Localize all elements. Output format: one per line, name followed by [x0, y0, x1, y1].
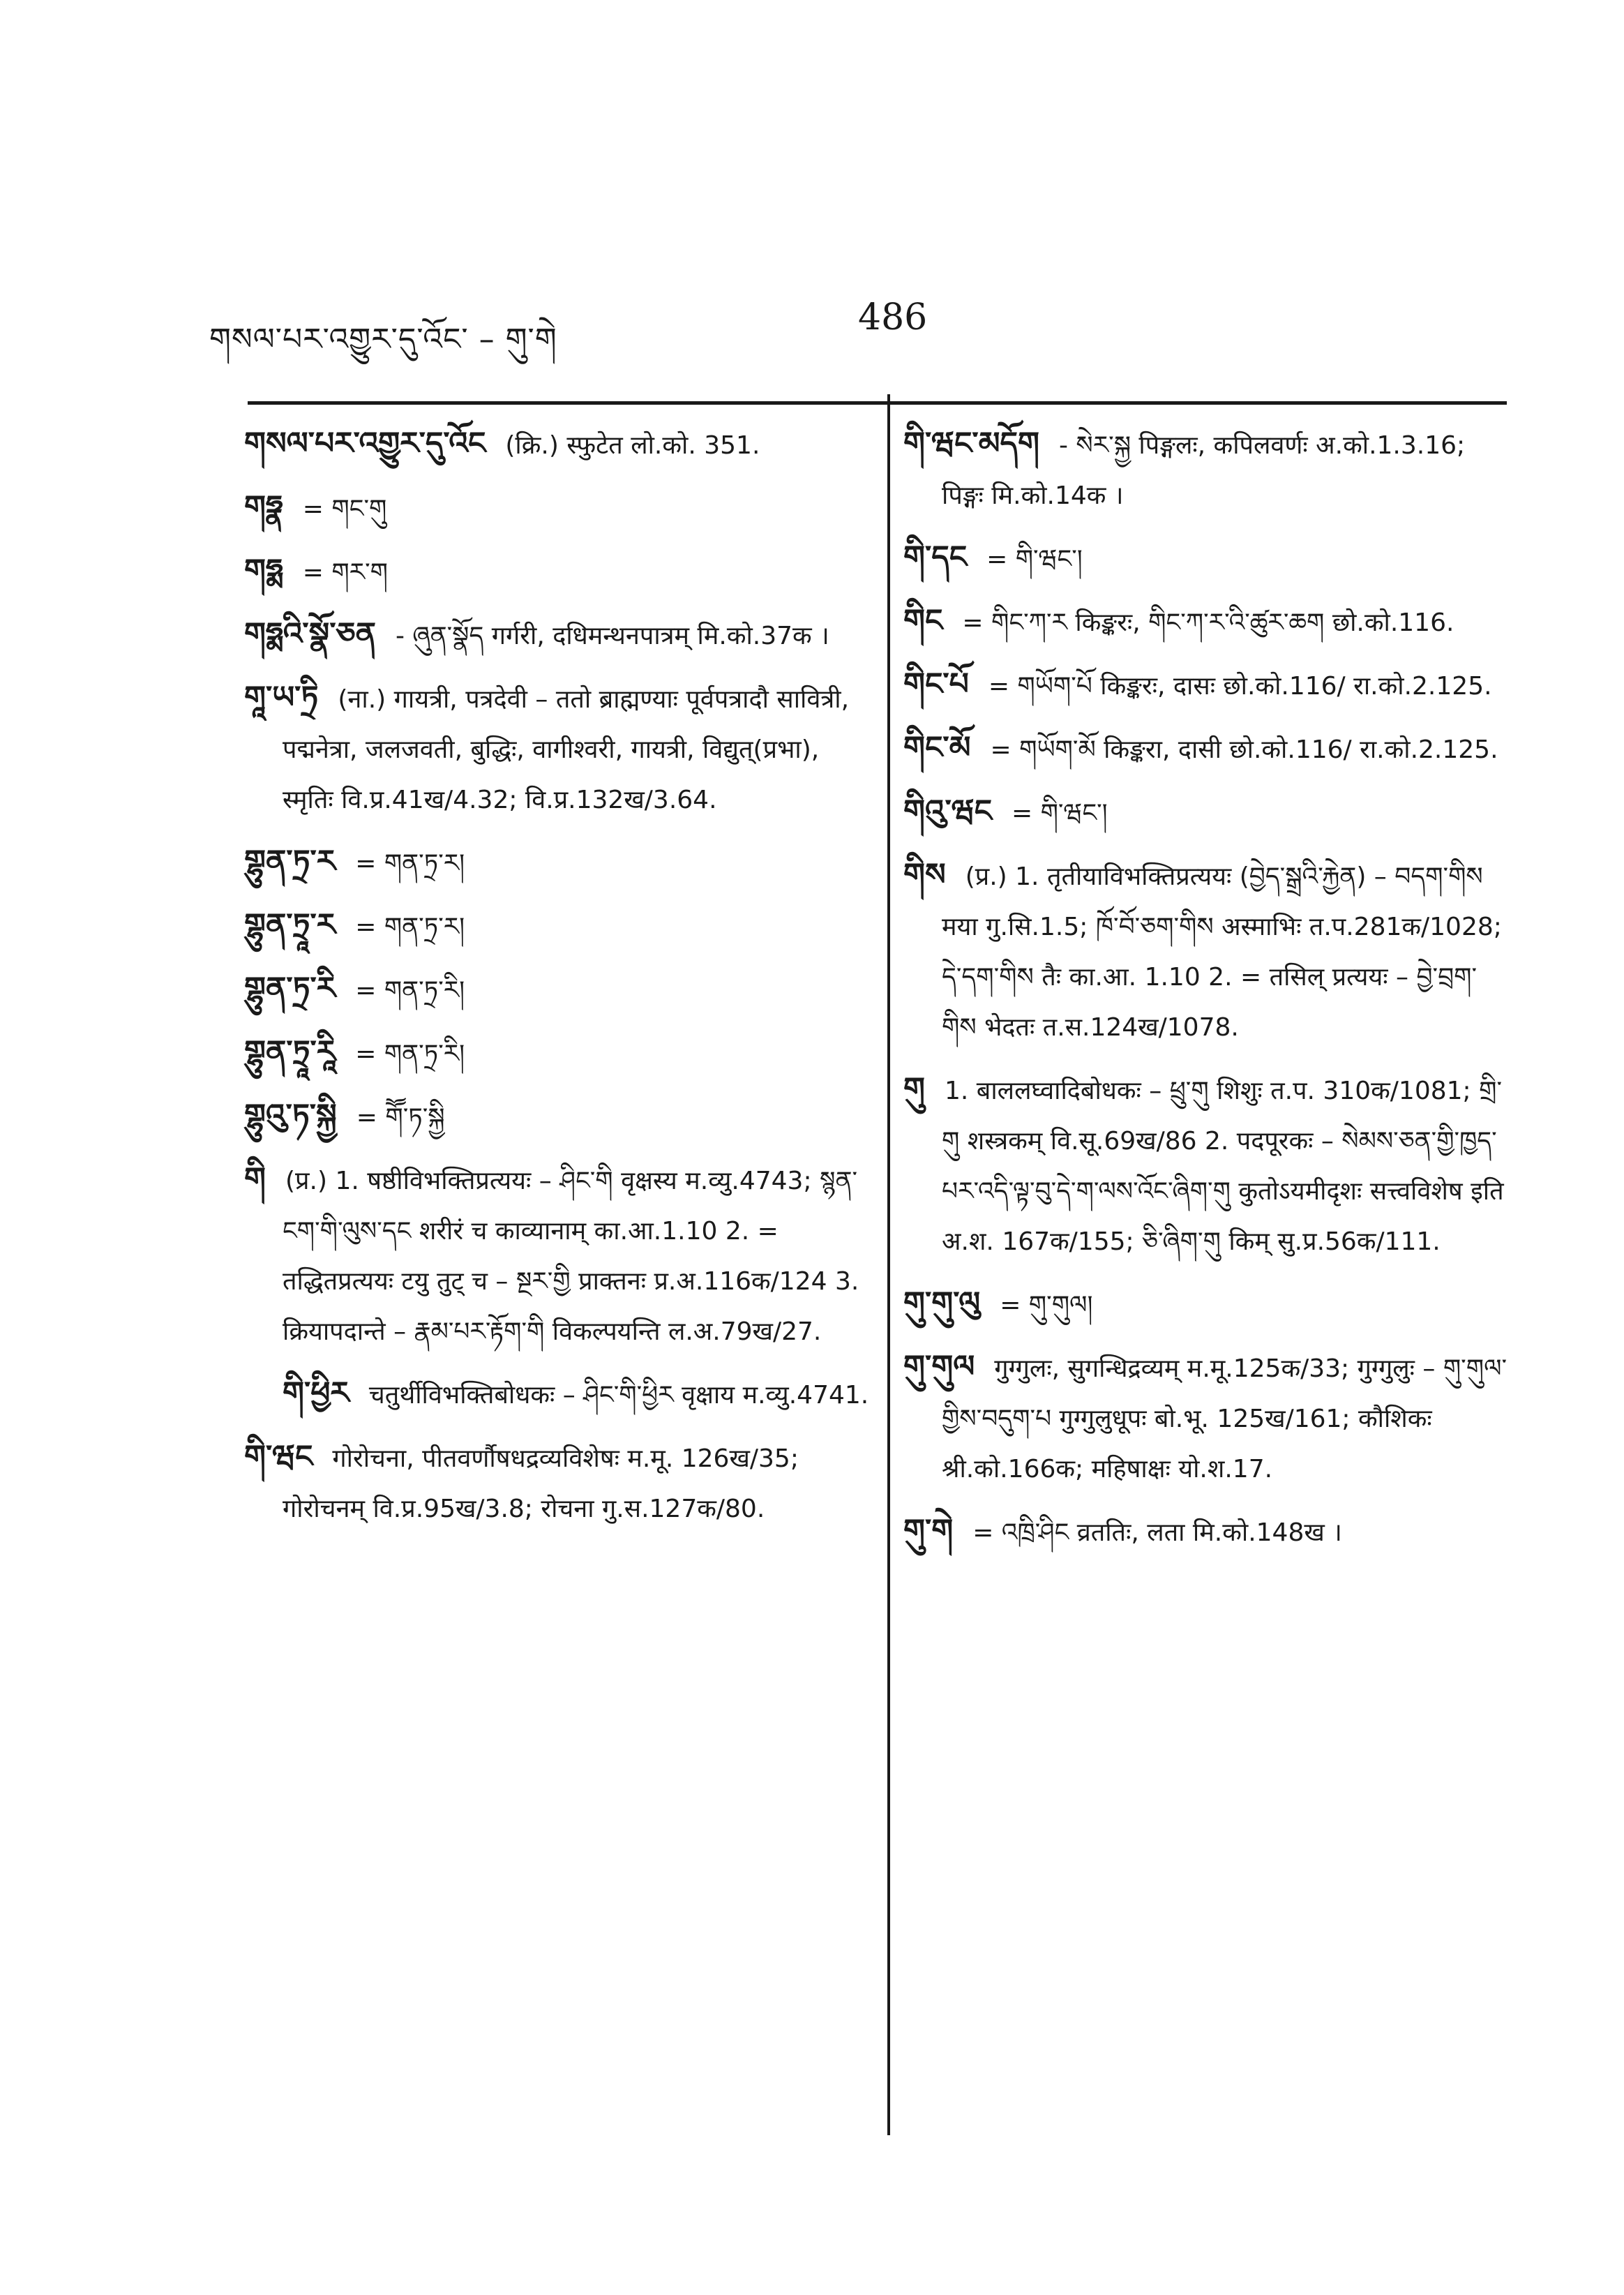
- entry-headword: གཱ་ཡ་ཏྲི: [244, 680, 319, 715]
- dictionary-entry: [903, 786, 1510, 839]
- entry-definition: गुग्गुलः, सुगन्धिद्रव्यम् म.मू.125क/33; गुग्गुलुः – གུ་གུལ་གྱིས་བདུག་པ गुग्गुलुधूपः बो.भू. 125ख/161; कौशिकः श्री.को.166क; महिषाक्षः यो.श.17.: [942, 1354, 1508, 1483]
- dictionary-entry: [244, 1432, 872, 1534]
- left-column: [244, 419, 872, 1546]
- entry-definition: = གན་ཏྲ་ར།: [355, 849, 465, 878]
- entry-headword: གྷུན་ཏྲ་རི: [244, 971, 336, 1006]
- running-head: གསལ་པར་འགྱུར་དུ་འོང་ – གུ་གེ: [209, 322, 557, 357]
- page-header: [209, 297, 1505, 357]
- entry-definition: = གང་གུ: [302, 495, 387, 523]
- entry-definition: = འཁྲི་ཤིང व्रततिः, लता मि.को.148ख ।: [972, 1518, 1342, 1547]
- dictionary-entry: [244, 1154, 872, 1357]
- dictionary-entry: [903, 532, 1510, 585]
- entry-headword: གིང་པོ: [903, 666, 969, 702]
- dictionary-entry: [903, 723, 1510, 775]
- entry-definition: - སེར་སྐྱ पिङ्गलः, कपिलवर्णः अ.को.1.3.16; पिङ्गः मि.को.14क ।: [942, 431, 1466, 510]
- entry-headword: གཧྨ: [244, 553, 283, 588]
- dictionary-entry: [244, 546, 872, 598]
- right-column: [903, 419, 1510, 1569]
- dictionary-entry: [244, 837, 872, 889]
- dictionary-entry: [244, 900, 872, 952]
- dictionary-entry: [244, 964, 872, 1016]
- dictionary-entry: [903, 850, 1510, 1053]
- dictionary-entry: [244, 1368, 872, 1421]
- entry-headword: གི་དང: [903, 539, 968, 575]
- entry-headword: གཧྣ: [244, 489, 283, 525]
- entry-definition: (प्र.) 1. तृतीयाविभक्तिप्रत्ययः (བྱེད་སྒྲའི་རྐྱེན) – བདག་གིས मया गु.सि.1.5; ཁོ་བོ་ཅག་གིས अस्माभिः त.प.281क/1028; དེ་དག་གིས तैः का.आ. 1.10 2. = तसिल् प्रत्ययः – བྱེ་བྲག་གིས भेदतः त.स.124ख/1078.: [942, 862, 1502, 1042]
- entry-definition: (प्र.) 1. षष्ठीविभक्तिप्रत्ययः – ཤིང་གི वृक्षस्य म.व्यु.4743; སྙན་ངག་གི་ལུས་དང शरीरं च काव्यानाम् का.आ.1.10 2. = तद्धितप्रत्ययः टयु तुट् च – སྔར་གྱི प्राक्तनः प्र.अ.116क/124 3. क्रियापदान्ते – རྣམ་པར་རྟོག་གི विकल्पयन्ति ल.अ.79ख/27.: [283, 1167, 859, 1346]
- entry-definition: = གིང་ཀ་ར किङ्करः, གིང་ཀ་ར་འི་ཚུར་ཆག छो.को.116.: [962, 608, 1454, 637]
- entry-definition: = གན་ཏྲ་རི།: [355, 976, 465, 1005]
- entry-headword: གི་ཝང: [244, 1439, 313, 1474]
- entry-definition: - ཞུན་སྣོད गर्गरी, दधिमन्थनपात्रम् मि.को.37क ।: [395, 622, 829, 650]
- entry-definition: (क्रि.) स्फुटेत लो.को. 351.: [505, 431, 760, 460]
- entry-headword: གི: [244, 1161, 266, 1197]
- entry-definition: 1. बाललघ्वादिबोधकः – ཕྲུ་གུ शिशुः त.प. 310क/1081; གྲི་གུ शस्त्रकम् वि.सू.69ख/86 2. पदपूरकः – སེམས་ཅན་གྱི་ཁྱད་པར་འདི་ལྟ་བུ་དེ་ག་ལས་འོང་ཞིག་གུ कुतोऽयमीदृशः सत्त्वविशेष इति अ.श. 167क/155; ཅི་ཞིག་གུ किम् सु.प्र.56क/111.: [942, 1077, 1504, 1256]
- dictionary-entry: [244, 419, 872, 471]
- entry-headword: གིའུ་ཝང: [903, 793, 992, 829]
- entry-headword: གྷུན་ཏྲ་ར: [244, 844, 336, 879]
- entry-definition: = གན་ཏྲ་ར།: [355, 913, 465, 941]
- dictionary-entry: [903, 1342, 1510, 1495]
- entry-definition: = གར་ག: [302, 558, 389, 587]
- dictionary-entry: [244, 1091, 872, 1143]
- entry-headword: གཧྨའི་སྣོ་ཅན: [244, 616, 376, 652]
- entry-definition: चतुर्थीविभक्तिबोधकः – ཤིང་གི་ཕྱིར वृक्षाय म.व्यु.4741.: [368, 1381, 869, 1410]
- entry-headword: གུ་གུལ: [903, 1349, 975, 1384]
- dictionary-entry: [903, 1064, 1510, 1267]
- entry-definition: = གུ་གུལ།: [1000, 1291, 1093, 1320]
- entry-headword: གསལ་པར་འགྱུར་དུ་འོང: [244, 426, 486, 461]
- dictionary-entry: [903, 1278, 1510, 1331]
- entry-definition: = གཡོག་པོ किङ्करः, दासः छो.को.116/ रा.को.2.125.: [988, 672, 1492, 701]
- entry-headword: གིང: [903, 603, 943, 638]
- entry-definition: = གི་ཝང་།: [1011, 799, 1108, 828]
- entry-headword: གིང་མོ: [903, 730, 971, 765]
- dictionary-entry: [244, 609, 872, 661]
- entry-headword: གྷུའུ་ཏ་སྐྱི: [244, 1098, 337, 1133]
- entry-headword: གིས: [903, 857, 946, 892]
- entry-headword: གྷུན་ཏྲཱ་ར: [244, 907, 336, 943]
- entry-definition: गोरोचना, पीतवर्णौषधद्रव्यविशेषः म.मू. 126ख/35; गोरोचनम् वि.प्र.95ख/3.8; रोचना गु.स.127क/80.: [283, 1444, 799, 1523]
- entry-headword: གུ་གེ: [903, 1513, 954, 1548]
- entry-headword: གུ་གུ་ལུ: [903, 1285, 981, 1321]
- dictionary-entry: [903, 596, 1510, 648]
- entry-definition: (ना.) गायत्री, पत्रदेवी – ततो ब्राह्मण्याः पूर्वपत्रादौ सावित्री, पद्मनेत्रा, जलजवती, बुद्धिः, वागीश्वरी, गायत्री, विद्युत्(प्रभा), स्मृतिः वि.प्र.41ख/4.32; वि.प्र.132ख/3.64.: [283, 685, 850, 814]
- entry-definition: = གཽ་ཏ་སྐྱི: [356, 1103, 445, 1132]
- entry-headword: གུ: [903, 1071, 925, 1107]
- dictionary-entry: [244, 482, 872, 534]
- entry-definition: = གན་ཏྲ་རི།: [355, 1040, 465, 1068]
- page-number: 486: [858, 297, 928, 338]
- dictionary-entry: [244, 673, 872, 825]
- entry-headword: གྷུན་ཏྲཱ་རཱི: [244, 1034, 336, 1070]
- entry-definition: = གི་ཝང་།: [986, 545, 1083, 574]
- dictionary-entry: [244, 1027, 872, 1079]
- entry-headword: གི་ཕྱིར: [283, 1375, 349, 1411]
- dictionary-entry: [903, 419, 1510, 521]
- header-rule: [248, 401, 1507, 405]
- dictionary-entry: [903, 659, 1510, 712]
- column-divider: [887, 394, 890, 2135]
- dictionary-entry: [903, 1506, 1510, 1558]
- entry-definition: = གཡོག་མོ किङ्करा, दासी छो.को.116/ रा.को.2.125.: [990, 735, 1498, 764]
- entry-headword: གི་ཝང་མདོག: [903, 426, 1039, 461]
